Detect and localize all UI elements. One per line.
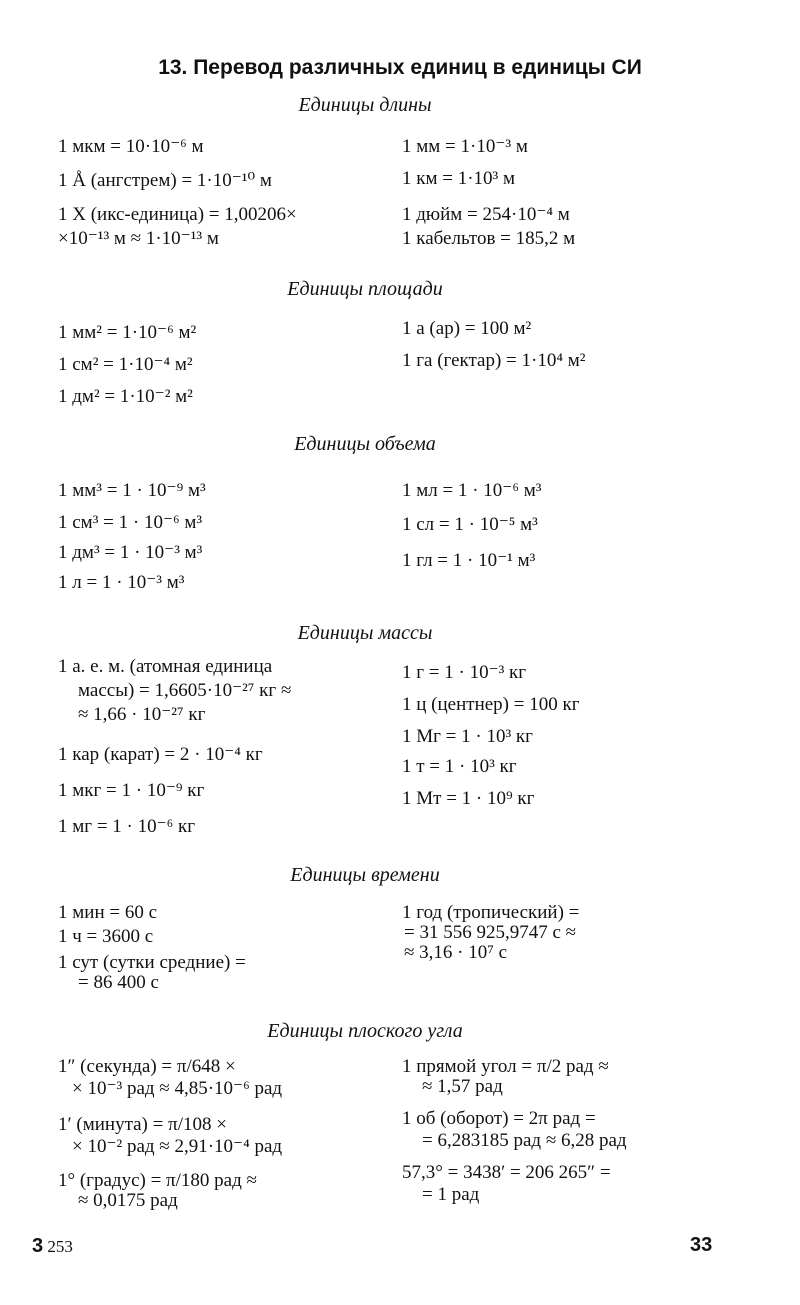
conversion-line: ×10⁻¹³ м ≈ 1·10⁻¹³ м <box>58 228 219 249</box>
conversion-line: 1 л = 1 · 10⁻³ м³ <box>58 572 185 593</box>
conversion-line: 1′ (минута) = π/108 × <box>58 1114 227 1135</box>
conversion-line: 1° (градус) = π/180 рад ≈ <box>58 1170 257 1191</box>
conversion-line: 1 кабельтов = 185,2 м <box>402 228 576 249</box>
conversion-line: 1 мг = 1 · 10⁻⁶ кг <box>58 816 196 837</box>
conversion-line: 1 дм³ = 1 · 10⁻³ м³ <box>58 542 203 563</box>
conversion-line: × 10⁻² рад ≈ 2,91·10⁻⁴ рад <box>72 1136 283 1157</box>
section-heading-time: Единицы времени <box>290 864 440 886</box>
conversion-line: 1 Мт = 1 · 10⁹ кг <box>402 788 535 809</box>
section-heading-area: Единицы площади <box>287 278 443 300</box>
conversion-line: 1 см² = 1·10⁻⁴ м² <box>58 354 193 375</box>
conversion-line: ≈ 0,0175 рад <box>78 1190 178 1211</box>
conversion-line: 1 сл = 1 · 10⁻⁵ м³ <box>402 514 538 535</box>
conversion-line: 1 прямой угол = π/2 рад ≈ <box>402 1056 609 1077</box>
conversion-line: массы) = 1,6605·10⁻²⁷ кг ≈ <box>78 680 292 701</box>
conversion-line: 1 а. е. м. (атомная единица <box>58 656 273 677</box>
conversion-line: 1 а (ар) = 100 м² <box>402 318 532 339</box>
conversion-line: × 10⁻³ рад ≈ 4,85·10⁻⁶ рад <box>72 1078 283 1099</box>
conversion-line: 1 мкг = 1 · 10⁻⁹ кг <box>58 780 205 801</box>
conversion-line: 1 км = 1·10³ м <box>402 168 516 189</box>
conversion-line: 1 мм³ = 1 · 10⁻⁹ м³ <box>58 480 206 501</box>
conversion-line: 1 дм² = 1·10⁻² м² <box>58 386 193 407</box>
section-heading-angle: Единицы плоского угла <box>267 1020 463 1042</box>
conversion-line: 1 Å (ангстрем) = 1·10⁻¹⁰ м <box>58 170 272 191</box>
signature-mark: 3 <box>32 1235 44 1257</box>
conversion-line: 1 дюйм = 254·10⁻⁴ м <box>402 204 570 225</box>
conversion-line: 1 Мг = 1 · 10³ кг <box>402 726 533 747</box>
conversion-line: = 6,283185 рад ≈ 6,28 рад <box>422 1130 627 1151</box>
conversion-line: 1 X (икс-единица) = 1,00206× <box>58 204 297 225</box>
conversion-line: = 86 400 с <box>78 972 159 993</box>
section-heading-volume: Единицы объема <box>294 433 436 455</box>
conversion-line: 1 кар (карат) = 2 · 10⁻⁴ кг <box>58 744 263 765</box>
page-number: 33 <box>690 1234 713 1256</box>
conversion-line: 1 т = 1 · 10³ кг <box>402 756 517 777</box>
conversion-line: = 31 556 925,9747 с ≈ <box>404 922 577 943</box>
conversion-line: ≈ 3,16 · 10⁷ с <box>404 942 508 963</box>
conversion-line: 1 см³ = 1 · 10⁻⁶ м³ <box>58 512 203 533</box>
conversion-line: 1 га (гектар) = 1·10⁴ м² <box>402 350 586 371</box>
conversion-line: 1 мкм = 10·10⁻⁶ м <box>58 136 204 157</box>
signature-code: 253 <box>47 1237 73 1256</box>
page-title: 13. Перевод различных единиц в единицы СИ <box>158 56 642 79</box>
conversion-line: 1 об (оборот) = 2π рад = <box>402 1108 596 1129</box>
conversion-line: 1 мл = 1 · 10⁻⁶ м³ <box>402 480 542 501</box>
conversion-line: = 1 рад <box>422 1184 480 1205</box>
section-heading-length: Единицы длины <box>298 94 432 116</box>
conversion-line: 1 год (тропический) = <box>402 902 580 923</box>
conversion-line: 57,3° = 3438′ = 206 265″ = <box>402 1162 611 1183</box>
conversion-line: 1 сут (сутки средние) = <box>58 952 246 973</box>
conversion-line: 1″ (секунда) = π/648 × <box>58 1056 236 1077</box>
conversion-line: 1 гл = 1 · 10⁻¹ м³ <box>402 550 536 571</box>
section-heading-mass: Единицы массы <box>297 622 433 644</box>
printer-signature <box>32 1235 73 1258</box>
conversion-line: 1 мин = 60 с <box>58 902 158 923</box>
conversion-line: 1 ч = 3600 с <box>58 926 154 947</box>
conversion-line: 1 мм = 1·10⁻³ м <box>402 136 528 157</box>
conversion-line: 1 мм² = 1·10⁻⁶ м² <box>58 322 197 343</box>
conversion-line: ≈ 1,57 рад <box>422 1076 503 1097</box>
conversion-line: ≈ 1,66 · 10⁻²⁷ кг <box>78 704 206 725</box>
conversion-line: 1 ц (центнер) = 100 кг <box>402 694 580 715</box>
conversion-line: 1 г = 1 · 10⁻³ кг <box>402 662 527 683</box>
